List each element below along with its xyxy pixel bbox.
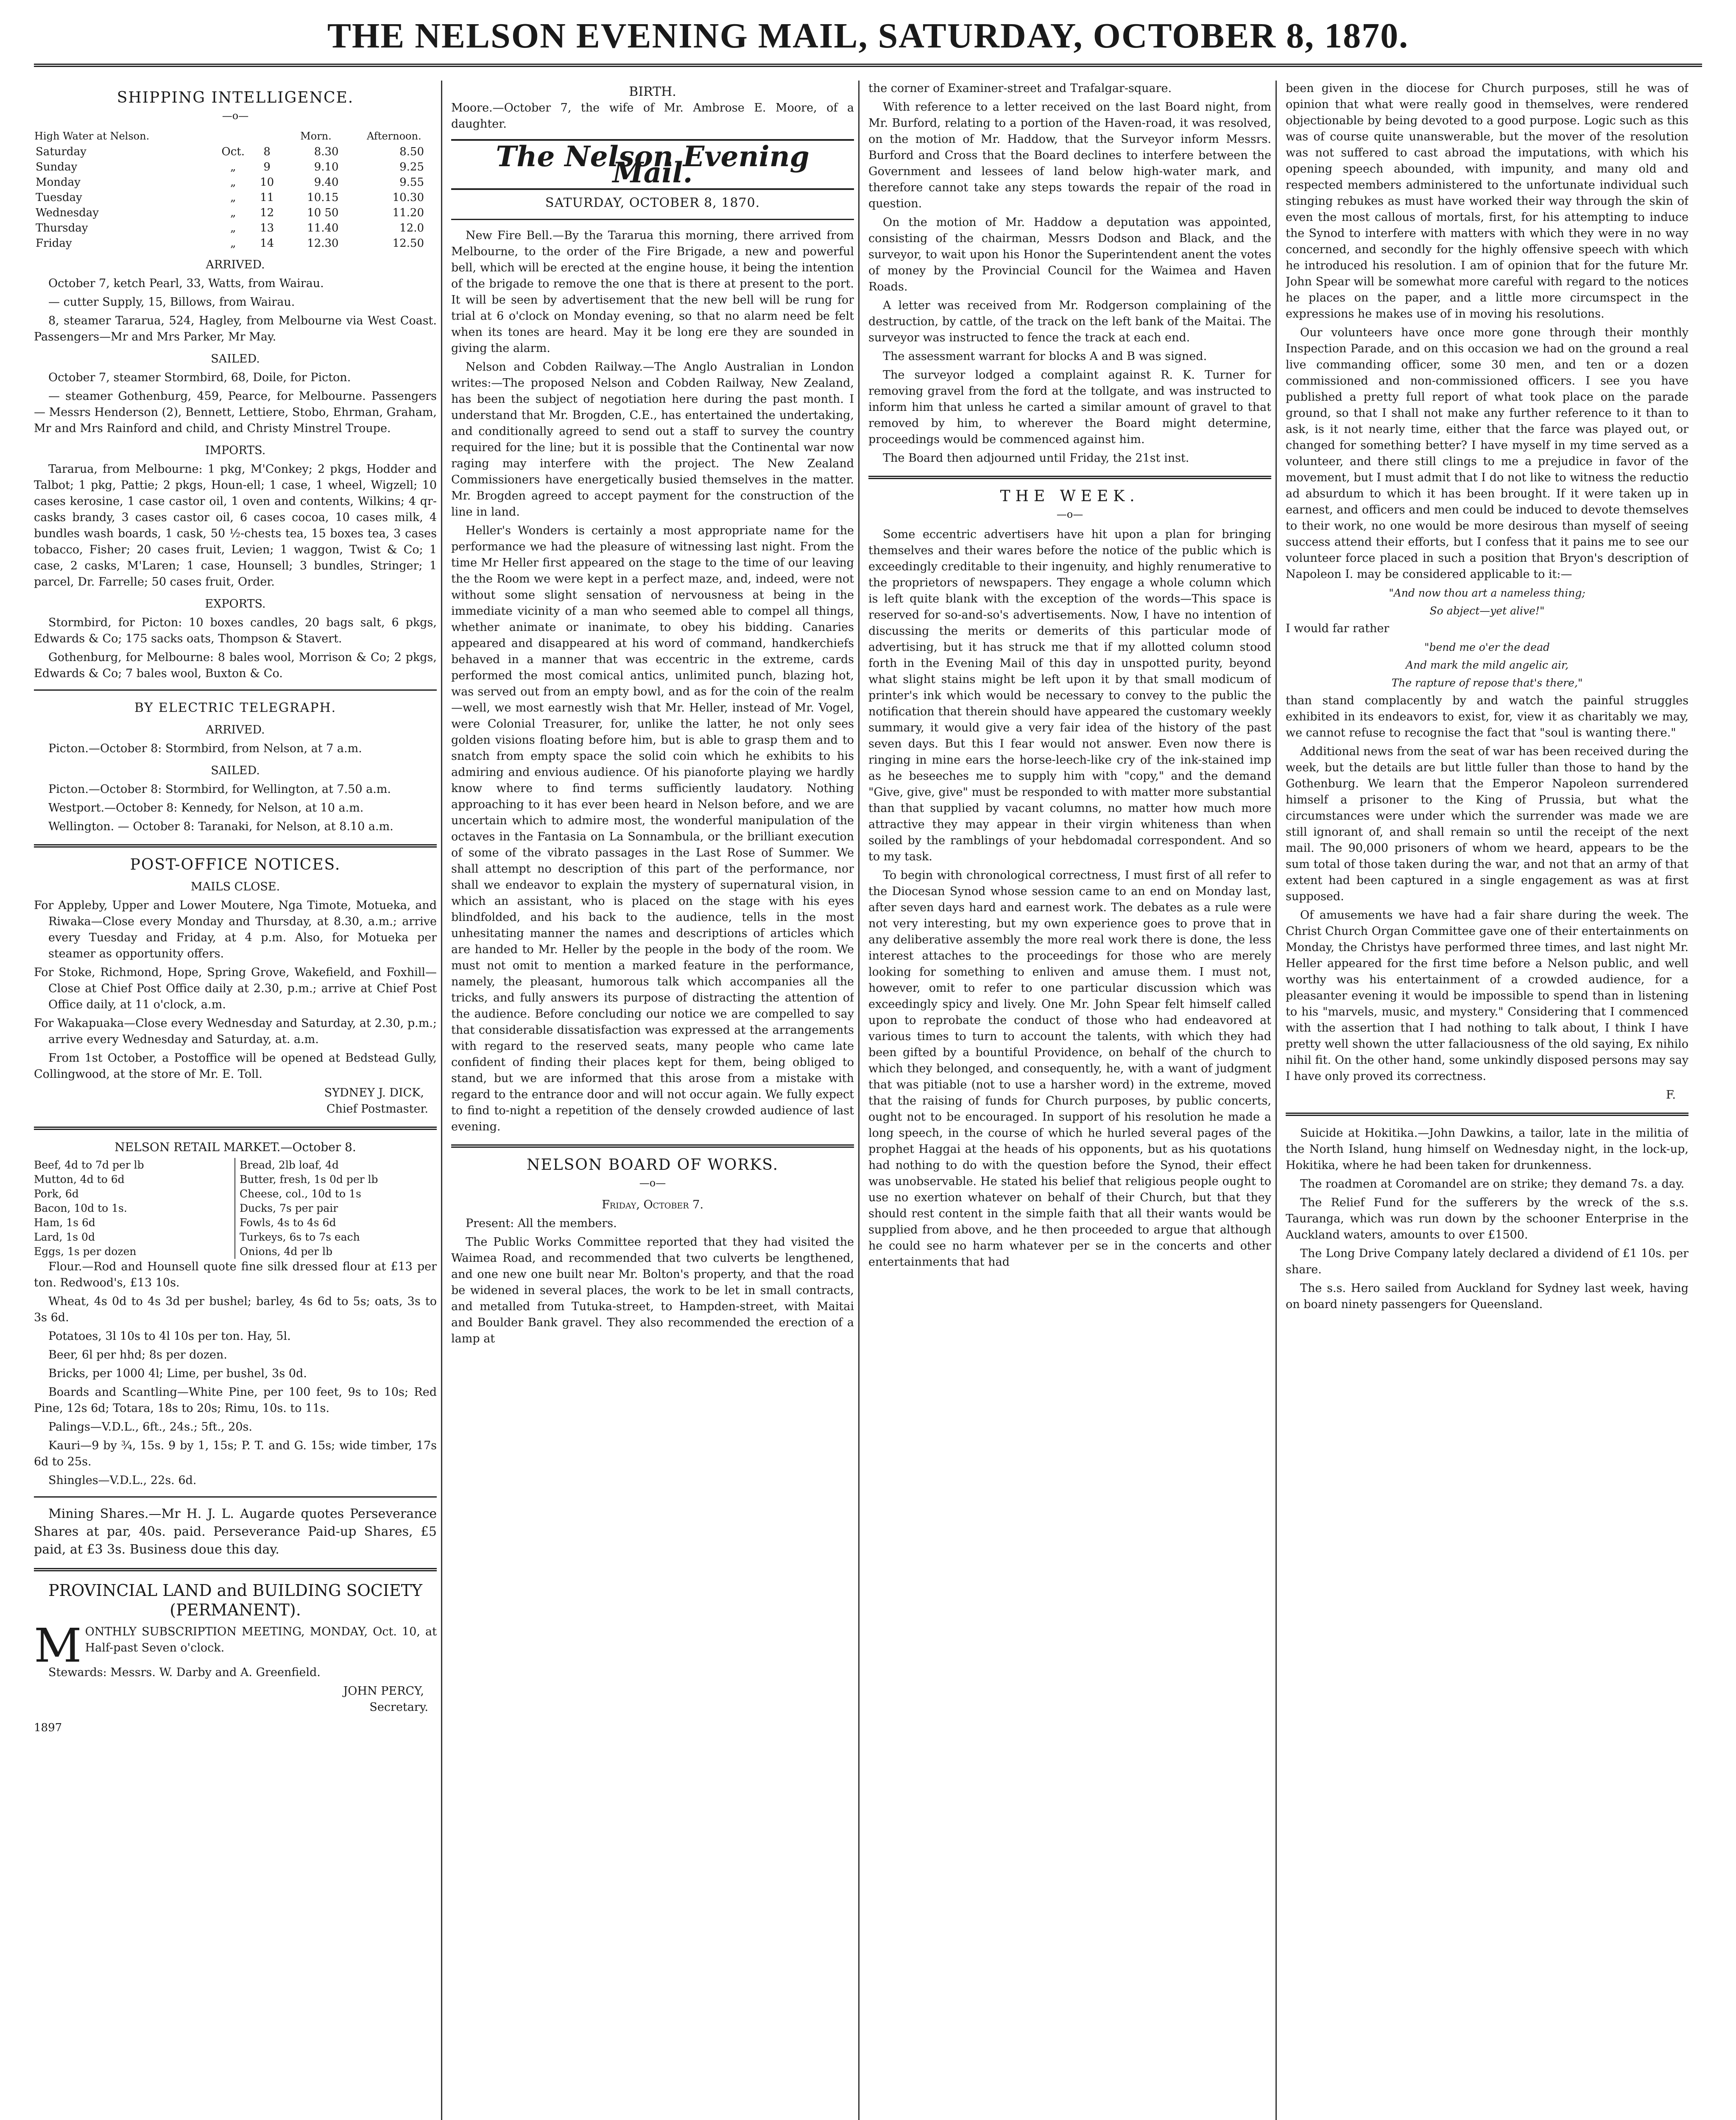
news-paragraph: Suicide at Hokitika.—John Dawkins, a tailor, late in the militia of the North Island, hung himself on Wednesday night, in the lock-up, Hokitika, where he had been taken for drunkenness. <box>1286 1127 1689 1172</box>
article-paragraph: New Fire Bell.—By the Tararua this morning, there arrived from Melbourne, to the order of the Fire Brigade, a new and powerful bell, which will be erected at the engine house, it being the intention of the brigade to remove the one that is there at present to the port. It will be seen by advertisement that the new bell will be rung for trial at 6 o'clock on Monday evening, so that no alarm need be felt when its tones are heard. May it be long ere they are sounded in giving the alarm. <box>451 229 854 355</box>
verse-line: "bend me o'er the dead <box>1424 641 1550 653</box>
sailed-item: — steamer Gothenburg, 459, Pearce, for Melbourne. Passengers — Messrs Henderson (2), Bennett, Lettiere, Stobo, Ehrman, Graham, Mr and Mrs Rainford and child, and Christy Minstrel Troupe. <box>34 390 437 435</box>
market-price-item: Onions, 4d per lb <box>240 1245 333 1258</box>
tide-row <box>34 190 437 205</box>
sailed-head: SAILED. <box>211 352 260 365</box>
board-paragraph: the corner of Examiner-street and Trafalgar-square. <box>868 82 1172 95</box>
post-notice: From 1st October, a Postoffice will be opened at Bedstead Gully, Collingwood, at the store of Mr. E. Toll. <box>34 1052 437 1081</box>
board-title: NELSON BOARD OF WORKS. <box>526 1156 779 1174</box>
tide-morn: 11.40 <box>307 222 339 234</box>
market-price-item: Beef, 4d to 7d per lb <box>34 1159 144 1171</box>
provincial-body: ONTHLY SUBSCRIPTION MEETING, MONDAY, Oct. 10, at Half-past Seven o'clock. <box>85 1625 437 1654</box>
imports-head: IMPORTS. <box>205 444 266 457</box>
market-note: Bricks, per 1000 4l; Lime, per bushel, 3s 0d. <box>48 1367 307 1380</box>
news-paragraph: The Relief Fund for the sufferers by the wreck of the s.s. Tauranga, which was run down by the schooner Enterprise in the Auckland waters, amounts to over £1500. <box>1286 1196 1689 1241</box>
tide-day: Wednesday <box>36 206 99 219</box>
column-divider <box>441 81 442 2120</box>
tel-sailed-head: SAILED. <box>211 764 260 777</box>
verse-line: "And now thou art a nameless thing; <box>1389 587 1585 599</box>
aft-label: Afternoon. <box>367 130 421 142</box>
divider <box>34 1568 437 1571</box>
separator: —o— <box>639 1177 666 1189</box>
tide-morn: 9.10 <box>314 161 339 173</box>
market-right-list <box>235 1158 437 1259</box>
tide-mon: „ <box>230 191 236 204</box>
market-price-item: Turkeys, 6s to 7s each <box>240 1231 360 1243</box>
verse-line: So abject—yet alive!" <box>1429 605 1545 617</box>
tide-aft: 12.0 <box>399 222 424 234</box>
tide-date: 14 <box>260 237 274 250</box>
tide-morn: 9.40 <box>314 176 339 189</box>
divider <box>34 844 437 848</box>
divider <box>1286 1113 1689 1116</box>
board-paragraph: On the motion of Mr. Haddow a deputation was appointed, consisting of the chairman, Messrs Dodson and Black, and the surveyor, to wait upon his Honor the Superintendent anent the votes of money by the Provincial Council for the Waimea and Haven Roads. <box>868 216 1271 293</box>
provincial-signature: JOHN PERCY, <box>343 1685 424 1698</box>
week-title: THE WEEK. <box>1000 488 1140 505</box>
tide-row <box>34 220 437 236</box>
tel-arrived-item: Picton.—October 8: Stormbird, from Nelson, at 7 a.m. <box>48 742 362 755</box>
tide-date: 9 <box>263 161 271 173</box>
market-title: NELSON RETAIL MARKET.—October 8. <box>114 1140 356 1154</box>
market-note: Boards and Scantling—White Pine, per 100 feet, 9s to 10s; Red Pine, 12s 6d; Totara, 18s to 20s; Rimu, 10s. to 11s. <box>34 1386 437 1415</box>
market-price-item: Butter, fresh, 1s 0d per lb <box>240 1173 378 1186</box>
board-present: Present: All the members. <box>466 1217 617 1230</box>
tide-day: Saturday <box>36 145 87 158</box>
tide-date: 11 <box>260 191 274 204</box>
birth-notice: Moore.—October 7, the wife of Mr. Ambrose E. Moore, of a daughter. <box>451 101 854 131</box>
exports-head: EXPORTS. <box>205 597 266 611</box>
tide-aft: 10.30 <box>392 191 424 204</box>
board-paragraph: With reference to a letter received on the last Board night, from Mr. Burford, relating to a portion of the Haven-road, it was resolved, on the motion of Mr. Haddow, that the Surveyor inform Messrs. Burford and Cross that the Board declines to interfere between the Government and lessees of land below high-water mark, and therefore cannot take any steps towards the repair of the road in question. <box>868 100 1271 210</box>
column-divider <box>1275 81 1277 2120</box>
sailed-item: October 7, steamer Stormbird, 68, Doile, for Picton. <box>48 371 351 384</box>
masthead: THE NELSON EVENING MAIL, SATURDAY, OCTOBER 8, 1870. <box>327 16 1409 56</box>
article-paragraph: Heller's Wonders is certainly a most appropriate name for the performance we had the pleasure of witnessing last night. From the time Mr Heller first appeared on the stage to the time of our leaving the the Room we were kept in a perfect maze, and, indeed, were not without some slight sensation of nervousness at being in the immediate vicinity of a man who seemed able to compel all things, whether animate or inanimate, to obey his bidding. Canaries appeared and disappeared at his word of command, handkerchiefs behaved in a manner that was eccentric in the extreme, cards performed the most comical antics, unlimited punch, blazing hot, was served out from an empty bowl, and as for the coin of the realm—well, we most earnestly wish that Mr. Heller, instead of Mr. Vogel, were Colonial Treasurer, for, unlike the latter, he not only sees golden visions floating before him, but is able to grasp them and to snatch from empty space the solid coin which he exhibits to his admiring and envious audience. Of his pianoforte playing we hardly know where to find terms sufficiently laudatory. Nothing approaching to it has ever been heard in Nelson before, and we are uncertain which to admire most, the wonderful manipulation of the octaves in the Fantasia on La Sonnambula, or the brilliant execution of some of the vibrato passages in the Last Rose of Summer. We shall attempt no description of this part of the performance, nor shall we endeavor to explain the mystery of supernatural vision, in which an assistant, who is placed on the stage with his eyes blindfolded, and his back to the audience, tells in the most unhesitating manner the names and descriptions of articles which are handed to Mr. Heller by the people in the body of the room. We must not omit to mention a marked feature in the performance, namely, the pleasant, humorous talk which accompanies all the tricks, and fully answers its purpose of distracting the attention of the audience. Before concluding our notice we are compelled to say that considerable dissatisfaction was expressed at the arrangements with regard to the reserved seats, many people who came late confident of finding their places kept for them, being obliged to stand, but we are informed that this arose from a mistake with regard to the entrance door and will not occur again. We fully expect to find to-night a repetition of the densely crowded audience of last evening. <box>451 524 854 1133</box>
week-paragraph: I would far rather <box>1286 622 1390 635</box>
imports-text: Tararua, from Melbourne: 1 pkg, M'Conkey; 2 pkgs, Hodder and Talbot; 1 pkg, Pattie; 2 pkgs, Houn-ell; 1 case, 1 wheel, Wigzell; 10 cases kerosine, 1 case castor oil, 1 oven and contents, Wilkins; 4 qr-casks brandy, 3 cases castor oil, 6 cases cocoa, 10 cases milk, 4 bundles wash boards, 1 cask, 50 ½-chests tea, 15 boxes tea, 3 cases tobacco, Fisher; 20 cases fruit, Levien; 1 waggon, Twist & Co; 1 case, 2 casks, M'Laren; 1 case, Hounsell; 3 bundles, Stringer; 1 parcel, Dr. Farrelle; 50 cases fruit, Order. <box>34 463 437 589</box>
market-price-item: Bacon, 10d to 1s. <box>34 1202 127 1214</box>
market-note: Potatoes, 3l 10s to 4l 10s per ton. Hay, 5l. <box>48 1330 291 1343</box>
market-note: Shingles—V.D.L., 22s. 6d. <box>48 1474 197 1487</box>
mail-item: For Stoke, Richmond, Hope, Spring Grove, Wakefield, and Foxhill—Close at Chief Post Office daily at 2.30, p.m.; arrive at Chief Post Office daily, at 11 o'clock, a.m. <box>34 966 437 1011</box>
week-paragraph: To begin with chronological correctness, I must first of all refer to the Diocesan Synod whose session came to an end on Monday last, after seven days hard and earnest work. The debates as a rule were not very interesting, but my own experience goes to prove that in any deliberative assembly the more real work there is done, the less interest attaches to the proceedings for those who are merely looking for something to enliven and amuse them. I must not, however, omit to refer to one particular discussion which was exceedingly spicy and lively. One Mr. John Spear felt himself called upon to reprobate the conduct of those who had endeavored at various times to turn to account the talents, with which they had been gifted by a bountiful Providence, on behalf of the church to which they belonged, and consequently, he, with a want of judgment that was pitiable (not to use a harsher word) in the extreme, moved that the raising of funds for Church purposes, by public concerts, ought not to be encouraged. In support of his resolution he made a long speech, in the course of which he hurled several pages of the prophet Haggai at the heads of his opponents, but as his quotations had nothing to do with the question before the Synod, their effect was unobservable. He stated his belief that religious people ought to use no exertion whatever on behalf of their Church, but that they should rest content in the simple faith that all their wants would be supplied from above, and he then proceeded to argue that although he could see no harm whatever per se in the concerts and other entertainments that had <box>868 869 1271 1269</box>
divider <box>34 1496 437 1498</box>
paper-date: SATURDAY, OCTOBER 8, 1870. <box>545 195 760 210</box>
market-price-item: Bread, 2lb loaf, 4d <box>240 1159 339 1171</box>
separator: —o— <box>1056 508 1083 520</box>
tel-sailed-item: Picton.—October 8: Stormbird, for Wellington, at 7.50 a.m. <box>48 783 391 796</box>
exports-item: Stormbird, for Picton: 10 boxes candles, 20 bags salt, 6 pkgs, Edwards & Co; 175 sacks oats, Thompson & Stavert. <box>34 616 437 645</box>
market-note: Wheat, 4s 0d to 4s 3d per bushel; barley, 4s 6d to 5s; oats, 3s to 3s 6d. <box>34 1295 437 1324</box>
tide-day: Monday <box>36 176 81 189</box>
column-3 <box>868 81 1271 2120</box>
market-price-item: Eggs, 1s per dozen <box>34 1245 137 1258</box>
shipping-title: SHIPPING INTELLIGENCE. <box>117 89 354 106</box>
tide-mon: Oct. <box>221 145 245 158</box>
week-paragraph: Additional news from the seat of war has been received during the week, but the details are but little fuller than those to hand by the Gothenburg. We learn that the Emperor Napoleon surrendered himself a prisoner to the King of Prussia, but what the circumstances were under which the surrender was made we are still ignorant of, and shall remain so until the receipt of the next mail. The 90,000 prisoners of whom we heard, appears to be the sum total of those taken during the war, and not that an army of that extent had been captured in a single engagement as was at first supposed. <box>1286 745 1689 903</box>
news-paragraph: The s.s. Hero sailed from Auckland for Sydney last week, having on board ninety passengers for Queensland. <box>1286 1282 1689 1311</box>
market-rest <box>34 1259 437 1489</box>
arrived-item: — cutter Supply, 15, Billows, from Wairau. <box>48 296 295 309</box>
mail-item: For Appleby, Upper and Lower Moutere, Nga Timote, Motueka, and Riwaka—Close every Monday and Thursday, at 8.30, a.m.; arrive every Tuesday and Friday, at 4 p.m. Also, for Motueka per steamer as opportunity offers. <box>34 899 437 960</box>
mails-head: MAILS CLOSE. <box>190 880 280 893</box>
birth-head: BIRTH. <box>629 84 676 99</box>
market-price-item: Cheese, col., 10d to 1s <box>240 1188 361 1200</box>
tide-row <box>34 236 437 251</box>
tide-morn: 12.30 <box>307 237 339 250</box>
market-price-item: Ham, 1s 6d <box>34 1216 95 1229</box>
market-left-list <box>34 1158 235 1259</box>
morn-label: Morn. <box>300 130 332 142</box>
hw-label: High Water at Nelson. <box>34 130 150 142</box>
tide-mon: „ <box>230 161 236 173</box>
footnote-number: 1897 <box>34 1721 62 1734</box>
week-signoff: F. <box>1666 1088 1676 1102</box>
article-paragraph: Nelson and Cobden Railway.—The Anglo Australian in London writes:—The proposed Nelson and Cobden Railway, New Zealand, has been the subject of negotiation here during the past month. I understand that Mr. Brogden, C.E., has entertained the undertaking, and conditionally agreed to send out a staff to survey the country required for the line; but it is possible that the Continental war now raging may interfere with the project. The New Zealand Commissioners have energetically busied themselves in the matter. Mr. Brogden agreed to accept payment for the construction of the line in land. <box>451 360 854 519</box>
board-paragraph: The Board then adjourned until Friday, the 21st inst. <box>883 452 1189 465</box>
verse-line: And mark the mild angelic air, <box>1405 659 1569 671</box>
board-date: Friday, October 7. <box>602 1198 703 1211</box>
tide-row <box>34 205 437 220</box>
market-price-item: Mutton, 4d to 6d <box>34 1173 125 1186</box>
week-paragraph: Our volunteers have once more gone through their monthly Inspection Parade, and on this occasion we had on the ground a real live commanding officer, some 30 men, and ten or a dozen commissioned and non-commissioned officers. I see you have published a pretty full report of what took place on the parade ground, so that I shall not make any further reference to it than to ask, is it not nearly time, either that the farce was played out, or changed for something better? I have myself in my time served as a volunteer, and there still clings to me a prejudice in favor of the movement, but I must admit that I do not like to witness the reductio ad absurdum to which it has been brought. If it were taken up in earnest, and officers and men could be induced to devote themselves to their work, no one would be more desirous than myself of seeing success attend their efforts, but I confess that it pains me to see our volunteer force placed in such a position that Bryon's description of Napoleon I. may be considered applicable to it:— <box>1286 326 1689 581</box>
tide-date: 13 <box>260 222 274 234</box>
tide-day: Friday <box>36 237 72 250</box>
tide-morn: 10.15 <box>307 191 339 204</box>
week-paragraph: been given in the diocese for Church purposes, still he was of opinion that what were really good in themselves, were rendered objectionable by being devoted to a good purpose. Logic such as this was of course quite unanswerable, but the mover of the resolution was not suffered to cast abroad the imputations, with which his opening speech abounded, with impunity, and many old and respected members administered to the unfortunate individual such stinging rebukes as must have worked their way through the skin of even the most callous of mortals, first, for his attempting to induce the Synod to interfere with matters with which they were in no way concerned, and secondly for the highly offensive speech with which he introduced his resolution. I am of opinion that for the future Mr. John Spear will be somewhat more careful with regard to the notices he places on the paper, and a little more circumspect in the expressions he makes use of in moving his resolutions. <box>1286 82 1689 321</box>
market-note: Kauri—9 by ¾, 15s. 9 by 1, 15s; P. T. and G. 15s; wide timber, 17s 6d to 25s. <box>34 1439 437 1468</box>
divider <box>868 476 1271 479</box>
verse-line: The rapture of repose that's there," <box>1391 677 1583 689</box>
market-price-item: Pork, 6d <box>34 1188 79 1200</box>
divider <box>451 219 854 220</box>
column-1 <box>34 81 437 2120</box>
tide-row <box>34 159 437 175</box>
tide-aft: 9.55 <box>399 176 424 189</box>
tide-table <box>34 128 437 251</box>
market-note: Flour.—Rod and Hounsell quote fine silk dressed flour at £13 per ton. Redwood's, £13 10s. <box>34 1260 437 1289</box>
post-title: POST-OFFICE NOTICES. <box>130 856 341 873</box>
tel-sailed-item: Wellington. — October 8: Taranaki, for Nelson, at 8.10 a.m. <box>48 820 394 833</box>
arrived-item: 8, steamer Tararua, 524, Hagley, from Melbourne via West Coast. Passengers—Mr and Mrs Parker, Mr May. <box>34 314 437 343</box>
week-paragraph: Some eccentric advertisers have hit upon a plan for bringing themselves and their wares before the notice of the public which is exceedingly creditable to their ingenuity, and highly renumerative to the proprietors of newspapers. They engage a whole column which is left quite blank with the exception of the words—This space is reserved for so-and-so's advertisements. Now, I have no intention of discussing the merits or demerits of this particular mode of advertising, but it has struck me that if my allotted column stood forth in the Evening Mail of this day in unspotted purity, beyond what slight stains might be left upon it by that small modicum of printer's ink which would be necessary to convey to the public the notification that therein should have appeared the customary weekly summary, it would give a very fair idea of the history of the past seven days. But this I fear would not answer. Even now there is ringing in mine ears the horse-leech-like cry of the ink-stained imp as he beseeches me to supply him with "copy," and the demand "Give, give, give" must be responded to with matter more substantial than that supplied by vacant columns, no matter how much more attractive they may appear in their virgin whiteness than when soiled by the ramblings of your hebdomadal correspondent. And so to my task. <box>868 528 1271 863</box>
post-signature: SYDNEY J. DICK, <box>324 1086 424 1099</box>
provincial-signature-title: Secretary. <box>369 1701 428 1714</box>
telegraph-title: BY ELECTRIC TELEGRAPH. <box>134 700 337 715</box>
arrived-head: ARRIVED. <box>206 258 265 271</box>
tel-arrived-head: ARRIVED. <box>206 723 265 736</box>
week-paragraph: Of amusements we have had a fair share during the week. The Christ Church Organ Committee gave one of their entertainments on Monday, the Christys have performed three times, and last night Mr. Heller appeared for the first time before a Nelson public, and well worthy was his entertainment of a crowded audience, for a pleasanter evening it would be impossible to spend than in listening to his "marvels, music, and mystery." Considering that I commenced with the assertion that I had nothing to talk about, I think I have pretty well shown the utter fallaciousness of the old saying, Ex nihilo nihil fit. On the other hand, some unkindly disposed persons may say I have only proved its correctness. <box>1286 909 1689 1083</box>
separator: —o— <box>222 110 249 122</box>
exports-item: Gothenburg, for Melbourne: 8 bales wool, Morrison & Co; 2 pkgs, Edwards & Co; 7 bales wool, Buxton & Co. <box>34 651 437 680</box>
tide-day: Sunday <box>36 161 78 173</box>
tide-row <box>34 144 437 159</box>
tide-mon: „ <box>230 237 236 250</box>
week-paragraph: than stand complacently by and watch the painful struggles exhibited in its endeavors to exist, for, view it as charitably we may, we cannot refuse to recognise the fact that "soul is wanting there." <box>1286 694 1689 739</box>
mining-shares: Mining Shares.—Mr H. J. L. Augarde quotes Perseverance Shares at par, 40s. paid. Perseverance Paid-up Shares, £5 paid, at £3 3s. Business doue this day. <box>34 1506 437 1557</box>
tide-row <box>34 175 437 190</box>
column-divider <box>858 81 860 2120</box>
news-paragraph: The Long Drive Company lately declared a dividend of £1 10s. per share. <box>1286 1247 1689 1276</box>
arrived-item: October 7, ketch Pearl, 33, Watts, from Wairau. <box>48 277 324 290</box>
paper-title: The Nelson Evening Mail. <box>451 139 854 190</box>
tide-aft: 11.20 <box>392 206 424 219</box>
provincial-title: PROVINCIAL LAND and BUILDING SOCIETY (PERMANENT). <box>48 1581 422 1619</box>
market-price-item: Lard, 1s 0d <box>34 1231 95 1243</box>
column-2 <box>451 81 854 2120</box>
tide-mon: „ <box>230 222 236 234</box>
market-price-item: Fowls, 4s to 4s 6d <box>240 1216 336 1229</box>
market-prices <box>34 1158 437 1259</box>
tide-date: 10 <box>260 176 274 189</box>
divider <box>34 1127 437 1130</box>
board-paragraph: The assessment warrant for blocks A and B was signed. <box>883 350 1207 363</box>
tel-sailed-item: Westport.—October 8: Kennedy, for Nelson, at 10 a.m. <box>48 801 364 815</box>
tide-morn: 8.30 <box>314 145 339 158</box>
tide-day: Thursday <box>36 222 88 234</box>
divider <box>451 1144 854 1148</box>
news-paragraph: The roadmen at Coromandel are on strike; they demand 7s. a day. <box>1300 1177 1685 1191</box>
tide-mon: „ <box>230 176 236 189</box>
masthead-rule <box>34 64 1702 67</box>
tide-mon: „ <box>230 206 236 219</box>
board-paragraph: A letter was received from Mr. Rodgerson complaining of the destruction, by cattle, of the track on the left bank of the Maitai. The surveyor was instructed to fence the track at each end. <box>868 299 1271 344</box>
tide-date: 8 <box>263 145 271 158</box>
column-4 <box>1286 81 1689 2120</box>
tide-date: 12 <box>260 206 274 219</box>
tide-morn: 10 50 <box>307 206 339 219</box>
dropcap: M <box>34 1618 82 1673</box>
divider <box>34 689 437 691</box>
board-paragraph: The Public Works Committee reported that they had visited the Waimea Road, and recommended that two culverts be lengthened, and one new one built near Mr. Bolton's property, and that the road be widened in several places, the work to be let in small contracts, and metalled from Tutuka-street, to Hampden-street, with Maitai and Boulder Bank gravel. They also recommended the erection of a lamp at <box>451 1236 854 1345</box>
tide-day: Tuesday <box>36 191 82 204</box>
provincial-stewards: Stewards: Messrs. W. Darby and A. Greenfield. <box>48 1666 321 1679</box>
tide-aft: 8.50 <box>399 145 424 158</box>
post-signature-title: Chief Postmaster. <box>326 1102 428 1116</box>
market-price-item: Ducks, 7s per pair <box>240 1202 338 1214</box>
tide-aft: 12.50 <box>392 237 424 250</box>
market-note: Palings—V.D.L., 6ft., 24s.; 5ft., 20s. <box>48 1420 252 1434</box>
board-paragraph: The surveyor lodged a complaint against R. K. Turner for removing gravel from the ford at the tollgate, and was instructed to inform him that unless he carted a similar amount of gravel to that removed by him, to wherever the Board might determine, proceedings would be commenced against him. <box>868 368 1271 446</box>
tide-aft: 9.25 <box>399 161 424 173</box>
mail-item: For Wakapuaka—Close every Wednesday and Saturday, at 2.30, p.m.; arrive every Wednesday and Saturday, at. a.m. <box>34 1017 437 1046</box>
market-note: Beer, 6l per hhd; 8s per dozen. <box>48 1348 227 1361</box>
